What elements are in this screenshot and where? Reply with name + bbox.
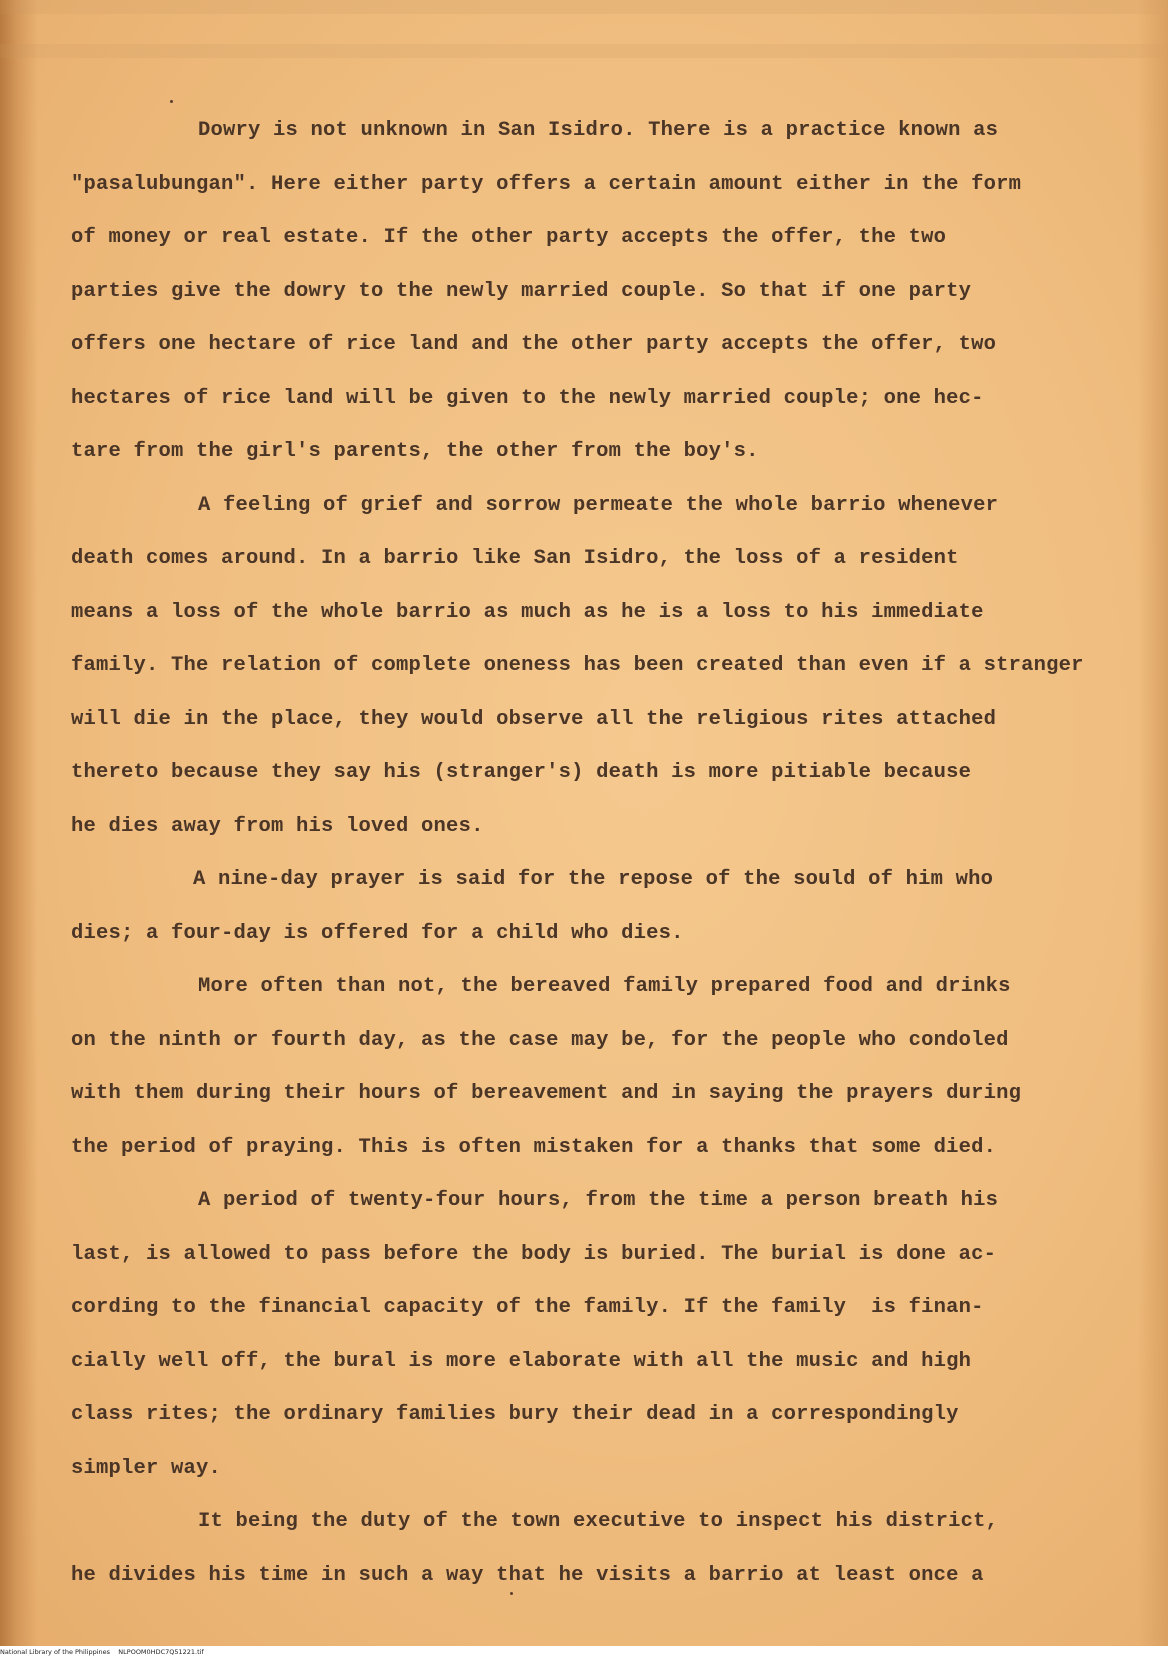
text-line: A nine-day prayer is said for the repose of the sould of him who	[193, 868, 994, 891]
scan-footer	[0, 1646, 1168, 1658]
bleed-through-text	[0, 0, 1168, 80]
text-line: means a loss of the whole barrio as much as he is a loss to his immediate	[71, 600, 984, 624]
text-line: More often than not, the bereaved family prepared food and drinks	[198, 975, 1011, 998]
text-line: thereto because they say his (stranger's) death is more pitiable because	[71, 761, 972, 784]
text-line: he dies away from his loved ones.	[71, 814, 484, 838]
footer-filename: NLPOOM0HDC7Q51221.tif	[118, 1648, 204, 1656]
paragraph-food	[71, 960, 1131, 1174]
text-line: simpler way.	[71, 1456, 222, 1480]
paragraph-burial	[71, 1174, 1131, 1495]
text-line: A feeling of grief and sorrow permeate the whole barrio whenever	[198, 493, 999, 517]
text-line: class rites; the ordinary families bury their dead in a correspondingly	[71, 1403, 959, 1426]
document-body	[71, 104, 1131, 1602]
text-line: A period of twenty-four hours, from the time a person breath his	[198, 1189, 999, 1212]
text-line: dies; a four-day is offered for a child who dies.	[71, 921, 684, 945]
text-line: Dowry is not unknown in San Isidro. There is a practice known as	[198, 119, 999, 142]
text-line: offers one hectare of rice land and the other party accepts the offer, two	[71, 333, 997, 356]
text-line: the period of praying. This is often mistaken for a thanks that some died.	[71, 1135, 997, 1159]
text-line: last, is allowed to pass before the body is buried. The burial is done ac-	[71, 1242, 997, 1266]
text-line: hectares of rice land will be given to the newly married couple; one hec-	[71, 386, 984, 410]
text-line: tare from the girl's parents, the other from the boy's.	[71, 440, 759, 463]
text-line: on the ninth or fourth day, as the case may be, for the people who condoled	[71, 1028, 1009, 1052]
ink-speck	[510, 1592, 513, 1595]
footer-source: National Library of the Philippines	[0, 1648, 111, 1656]
text-line: death comes around. In a barrio like San Isidro, the loss of a resident	[71, 547, 959, 570]
text-line: of money or real estate. If the other party accepts the offer, the two	[71, 226, 947, 249]
text-line: cially well off, the bural is more elaborate with all the music and high	[71, 1349, 972, 1373]
paragraph-prayer	[71, 853, 1131, 960]
text-line: parties give the dowry to the newly married couple. So that if one party	[71, 279, 972, 303]
ink-speck	[170, 100, 173, 103]
paragraph-death	[71, 479, 1131, 854]
text-line: "pasalubungan". Here either party offers a certain amount either in the form	[71, 172, 1022, 196]
text-line: with them during their hours of bereavement and in saying the prayers during	[71, 1082, 1022, 1105]
text-line: family. The relation of complete oneness has been created than even if a stranger	[71, 654, 1084, 677]
text-line: he divides his time in such a way that he visits a barrio at least once a	[71, 1563, 984, 1587]
paragraph-dowry	[71, 104, 1131, 479]
text-line: cording to the financial capacity of the family. If the family is finan-	[71, 1296, 984, 1319]
text-line: will die in the place, they would observe all the religious rites attached	[71, 707, 997, 731]
text-line: It being the duty of the town executive to inspect his district,	[198, 1510, 999, 1533]
paragraph-executive	[71, 1495, 1131, 1602]
